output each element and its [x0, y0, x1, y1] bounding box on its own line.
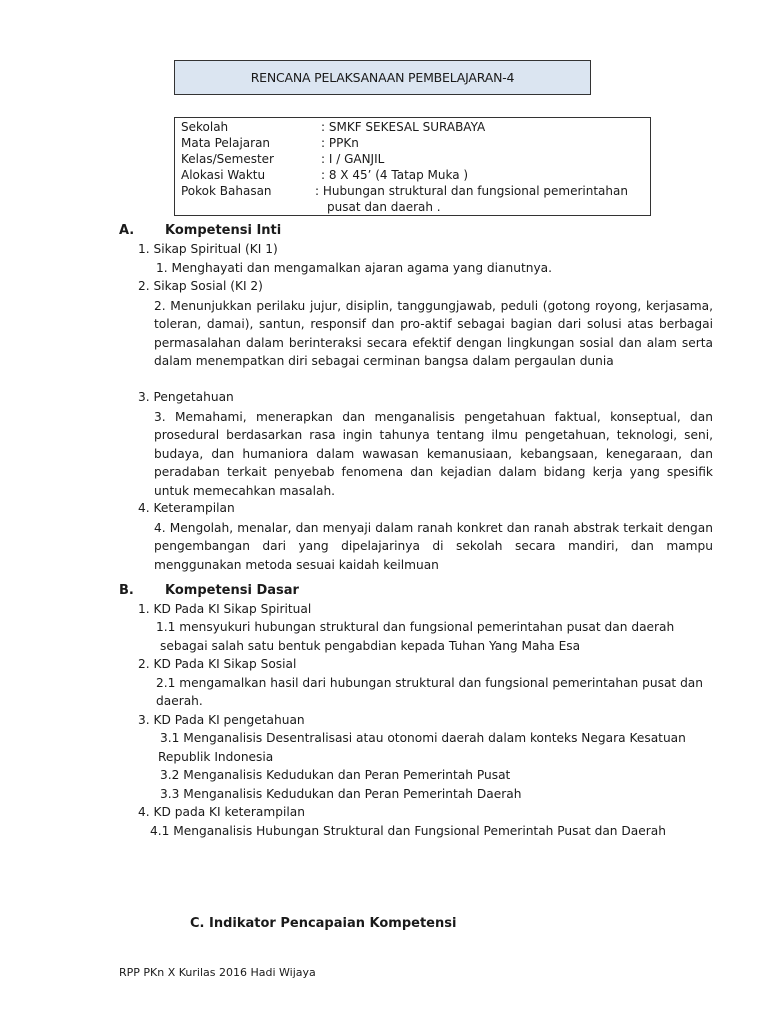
page-footer: RPP PKn X Kurilas 2016 Hadi Wijaya	[119, 966, 316, 979]
document-title: RENCANA PELAKSANAAN PEMBELAJARAN-4	[174, 60, 591, 95]
kd2-title: 2. KD Pada KI Sikap Sosial	[138, 657, 297, 671]
kd4-title: 4. KD pada KI keterampilan	[138, 805, 305, 819]
kd4-line: 4.1 Menganalisis Hubungan Struktural dan Fungsional Pemerintah Pusat dan Daerah	[150, 824, 666, 838]
info-label: Alokasi Waktu	[181, 168, 266, 182]
kd2-line: daerah.	[156, 694, 203, 708]
info-value: : 8 X 45’ (4 Tatap Muka )	[321, 168, 469, 182]
info-value-continued: pusat dan daerah .	[327, 200, 441, 214]
info-value: : SMKF SEKESAL SURABAYA	[321, 120, 486, 134]
info-label: Mata Pelajaran	[181, 136, 271, 150]
kd3-line: 3.3 Menganalisis Kedudukan dan Peran Pemerintah Daerah	[160, 787, 522, 801]
section-a-heading: Kompetensi Inti	[165, 223, 282, 238]
kd3-line: 3.2 Menganalisis Kedudukan dan Peran Pemerintah Pusat	[160, 768, 511, 782]
kd3-line: 3.1 Menganalisis Desentralisasi atau otonomi daerah dalam konteks Negara Kesatuan	[160, 731, 686, 745]
ki1-title: 1. Sikap Spiritual (KI 1)	[138, 242, 278, 256]
kd3-title: 3. KD Pada KI pengetahuan	[138, 713, 305, 727]
info-value: : I / GANJIL	[321, 152, 385, 166]
kd1-line: 1.1 mensyukuri hubungan struktural dan fungsional pemerintahan pusat dan daerah	[156, 620, 675, 634]
section-c-heading: C. Indikator Pencapaian Kompetensi	[190, 916, 457, 931]
ki2-title: 2. Sikap Sosial (KI 2)	[138, 279, 263, 293]
kd1-line: sebagai salah satu bentuk pengabdian kepada Tuhan Yang Maha Esa	[160, 639, 581, 653]
info-value: : Hubungan struktural dan fungsional pemerintahan	[315, 184, 628, 198]
kd1-title: 1. KD Pada KI Sikap Spiritual	[138, 602, 312, 616]
school-info-box	[174, 117, 651, 216]
ki4-body: 4. Mengolah, menalar, dan menyaji dalam ranah konkret dan ranah abstrak terkait dengan pengembangan dari yang dipelajarinya di sekolah secara mandiri, dan mampu menggunakan metoda sesuai kaidah keilmuan	[154, 521, 713, 572]
ki3-body: 3. Memahami, menerapkan dan menganalisis pengetahuan faktual, konseptual, dan prosedural berdasarkan rasa ingin tahunya tentang ilmu pengetahuan, teknologi, seni, budaya, dan humaniora dalam wawasan kemanusiaan, kebangsaan, kenegaraan, dan peradaban terkait penyebab fenomena dan kejadian dalam bidang kerja yang spesifik untuk memecahkan masalah.	[154, 410, 713, 498]
info-value: : PPKn	[321, 136, 359, 150]
info-label: Pokok Bahasan	[181, 184, 272, 198]
section-a-letter: A.	[119, 223, 135, 238]
ki1-body: 1. Menghayati dan mengamalkan ajaran agama yang dianutnya.	[156, 261, 553, 275]
ki4-title: 4. Keterampilan	[138, 501, 235, 515]
section-b-heading: Kompetensi Dasar	[165, 583, 299, 598]
section-b-letter: B.	[119, 583, 134, 598]
ki2-body: 2. Menunjukkan perilaku jujur, disiplin, tanggungjawab, peduli (gotong royong, kerjasama, toleran, damai), santun, responsif dan pro-aktif sebagai bagian dari solusi atas berbagai permasalahan dalam berinteraksi secara efektif dengan lingkungan sosial dan alam serta dalam menempatkan diri sebagai cerminan bangsa dalam pergaulan dunia	[154, 299, 713, 369]
info-label: Kelas/Semester	[181, 152, 274, 166]
ki3-title: 3. Pengetahuan	[138, 390, 234, 404]
kd2-line: 2.1 mengamalkan hasil dari hubungan struktural dan fungsional pemerintahan pusat dan	[156, 676, 704, 690]
kd3-line: Republik Indonesia	[158, 750, 274, 764]
info-label: Sekolah	[181, 120, 229, 134]
